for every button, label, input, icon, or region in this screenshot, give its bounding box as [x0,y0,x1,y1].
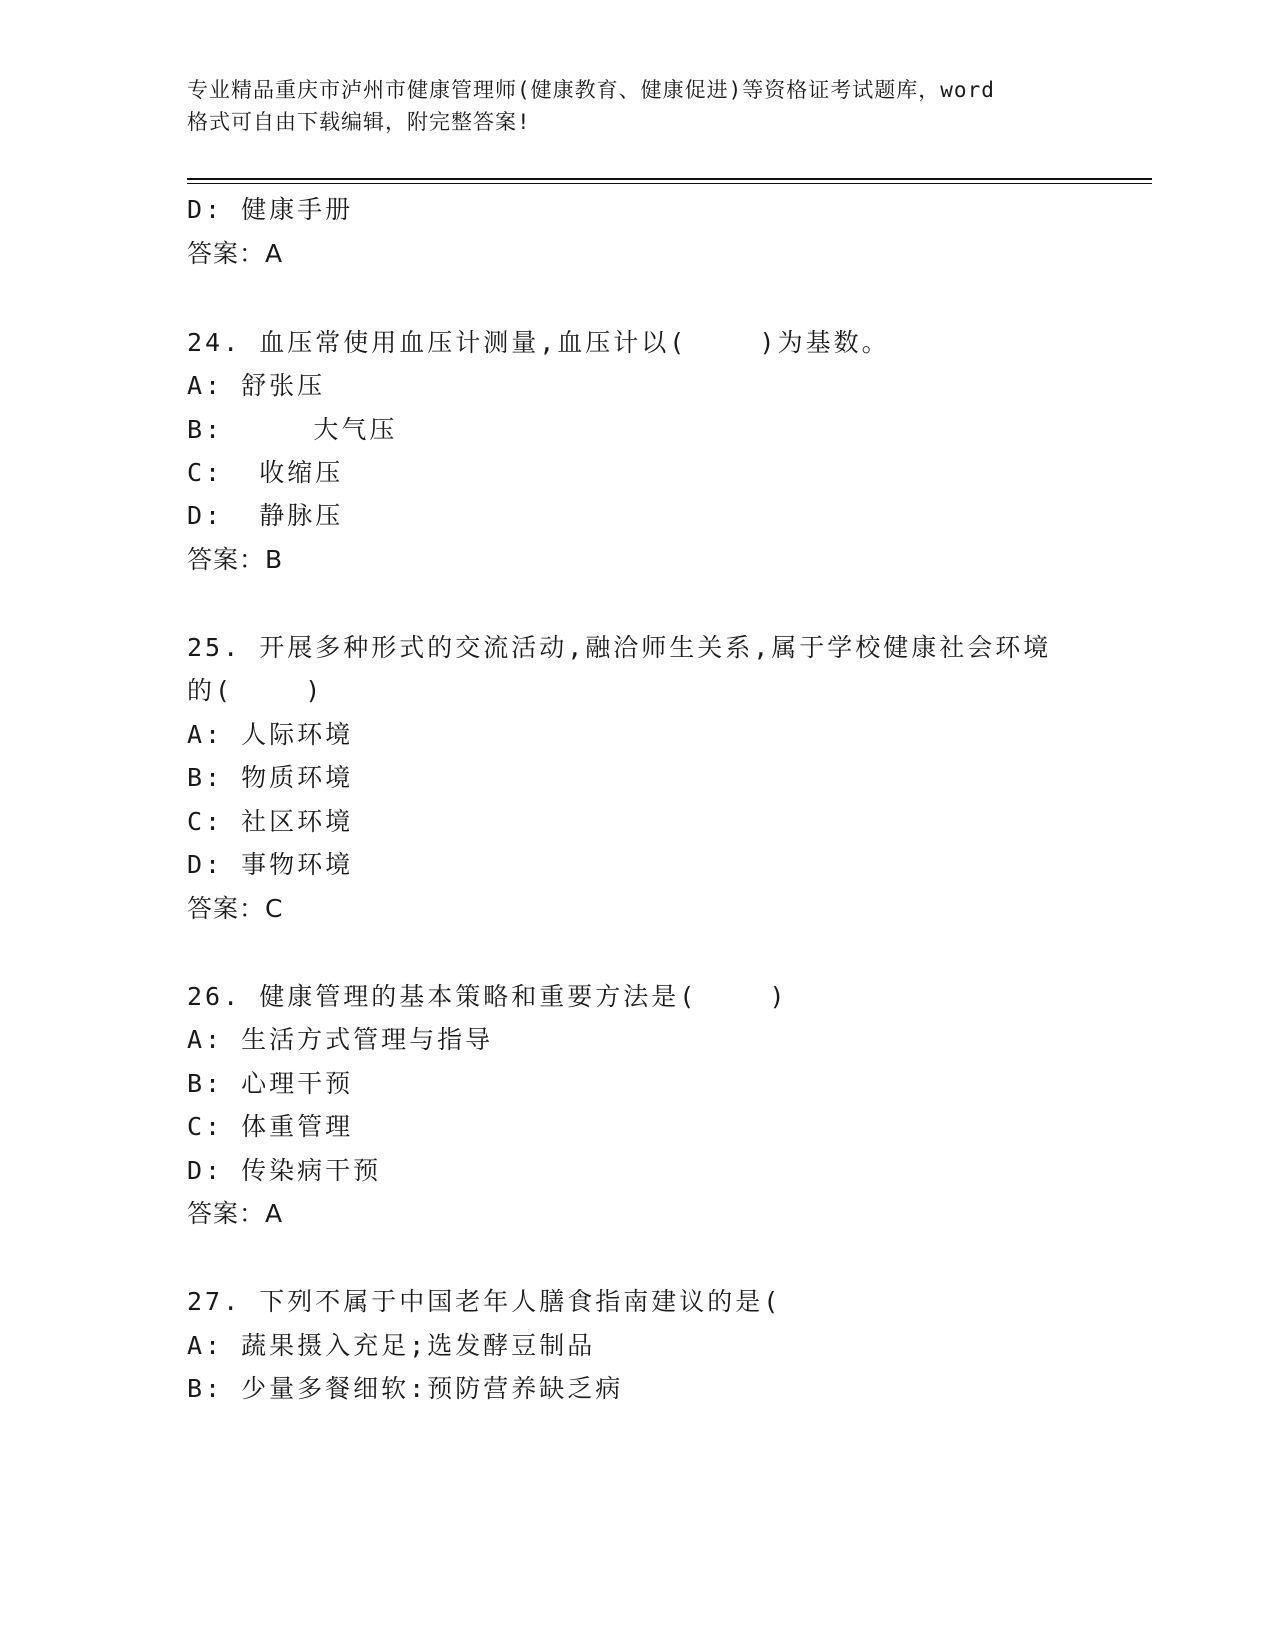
q26-option-c: C: 体重管理 [187,1112,354,1141]
header-rule-thin [187,183,1152,184]
header-rule-thick [187,178,1152,180]
q25-option-b: B: 物质环境 [187,763,354,792]
header-line-1: 专业精品重庆市泸州市健康管理师(健康教育、健康促进)等资格证考试题库，word [187,78,995,102]
q25-option-c: C: 社区环境 [187,807,354,836]
q25-stem-line-1: 25. 开展多种形式的交流活动,融洽师生关系,属于学校健康社会环境 [187,633,1052,662]
q25-option-a: A: 人际环境 [187,720,354,749]
q26-answer: 答案：A [187,1199,284,1228]
q24-answer: 答案：B [187,545,284,574]
q23-answer: 答案：A [187,239,284,268]
q25-stem-line-2: 的( ) [187,676,324,705]
document-header [187,74,1087,138]
q24-option-c: C: 收缩压 [187,458,344,487]
q23-option-d: D: 健康手册 [187,195,354,224]
q25-option-d: D: 事物环境 [187,850,354,879]
q25-answer: 答案：C [187,894,284,923]
q27-option-a: A: 蔬果摄入充足;选发酵豆制品 [187,1331,596,1360]
q24-stem: 24. 血压常使用血压计测量,血压计以( )为基数。 [187,328,890,357]
q26-option-d: D: 传染病干预 [187,1156,382,1185]
q24-option-a: A: 舒张压 [187,371,326,400]
q26-option-a: A: 生活方式管理与指导 [187,1025,494,1054]
q24-option-d: D: 静脉压 [187,501,344,530]
q24-option-b: B: 大气压 [187,415,398,444]
q27-stem: 27. 下列不属于中国老年人膳食指南建议的是( [187,1287,782,1316]
header-line-2: 格式可自由下载编辑，附完整答案! [187,110,531,134]
q26-stem: 26. 健康管理的基本策略和重要方法是( ) [187,982,788,1011]
q26-option-b: B: 心理干预 [187,1069,354,1098]
q27-option-b: B: 少量多餐细软:预防营养缺乏病 [187,1374,624,1403]
